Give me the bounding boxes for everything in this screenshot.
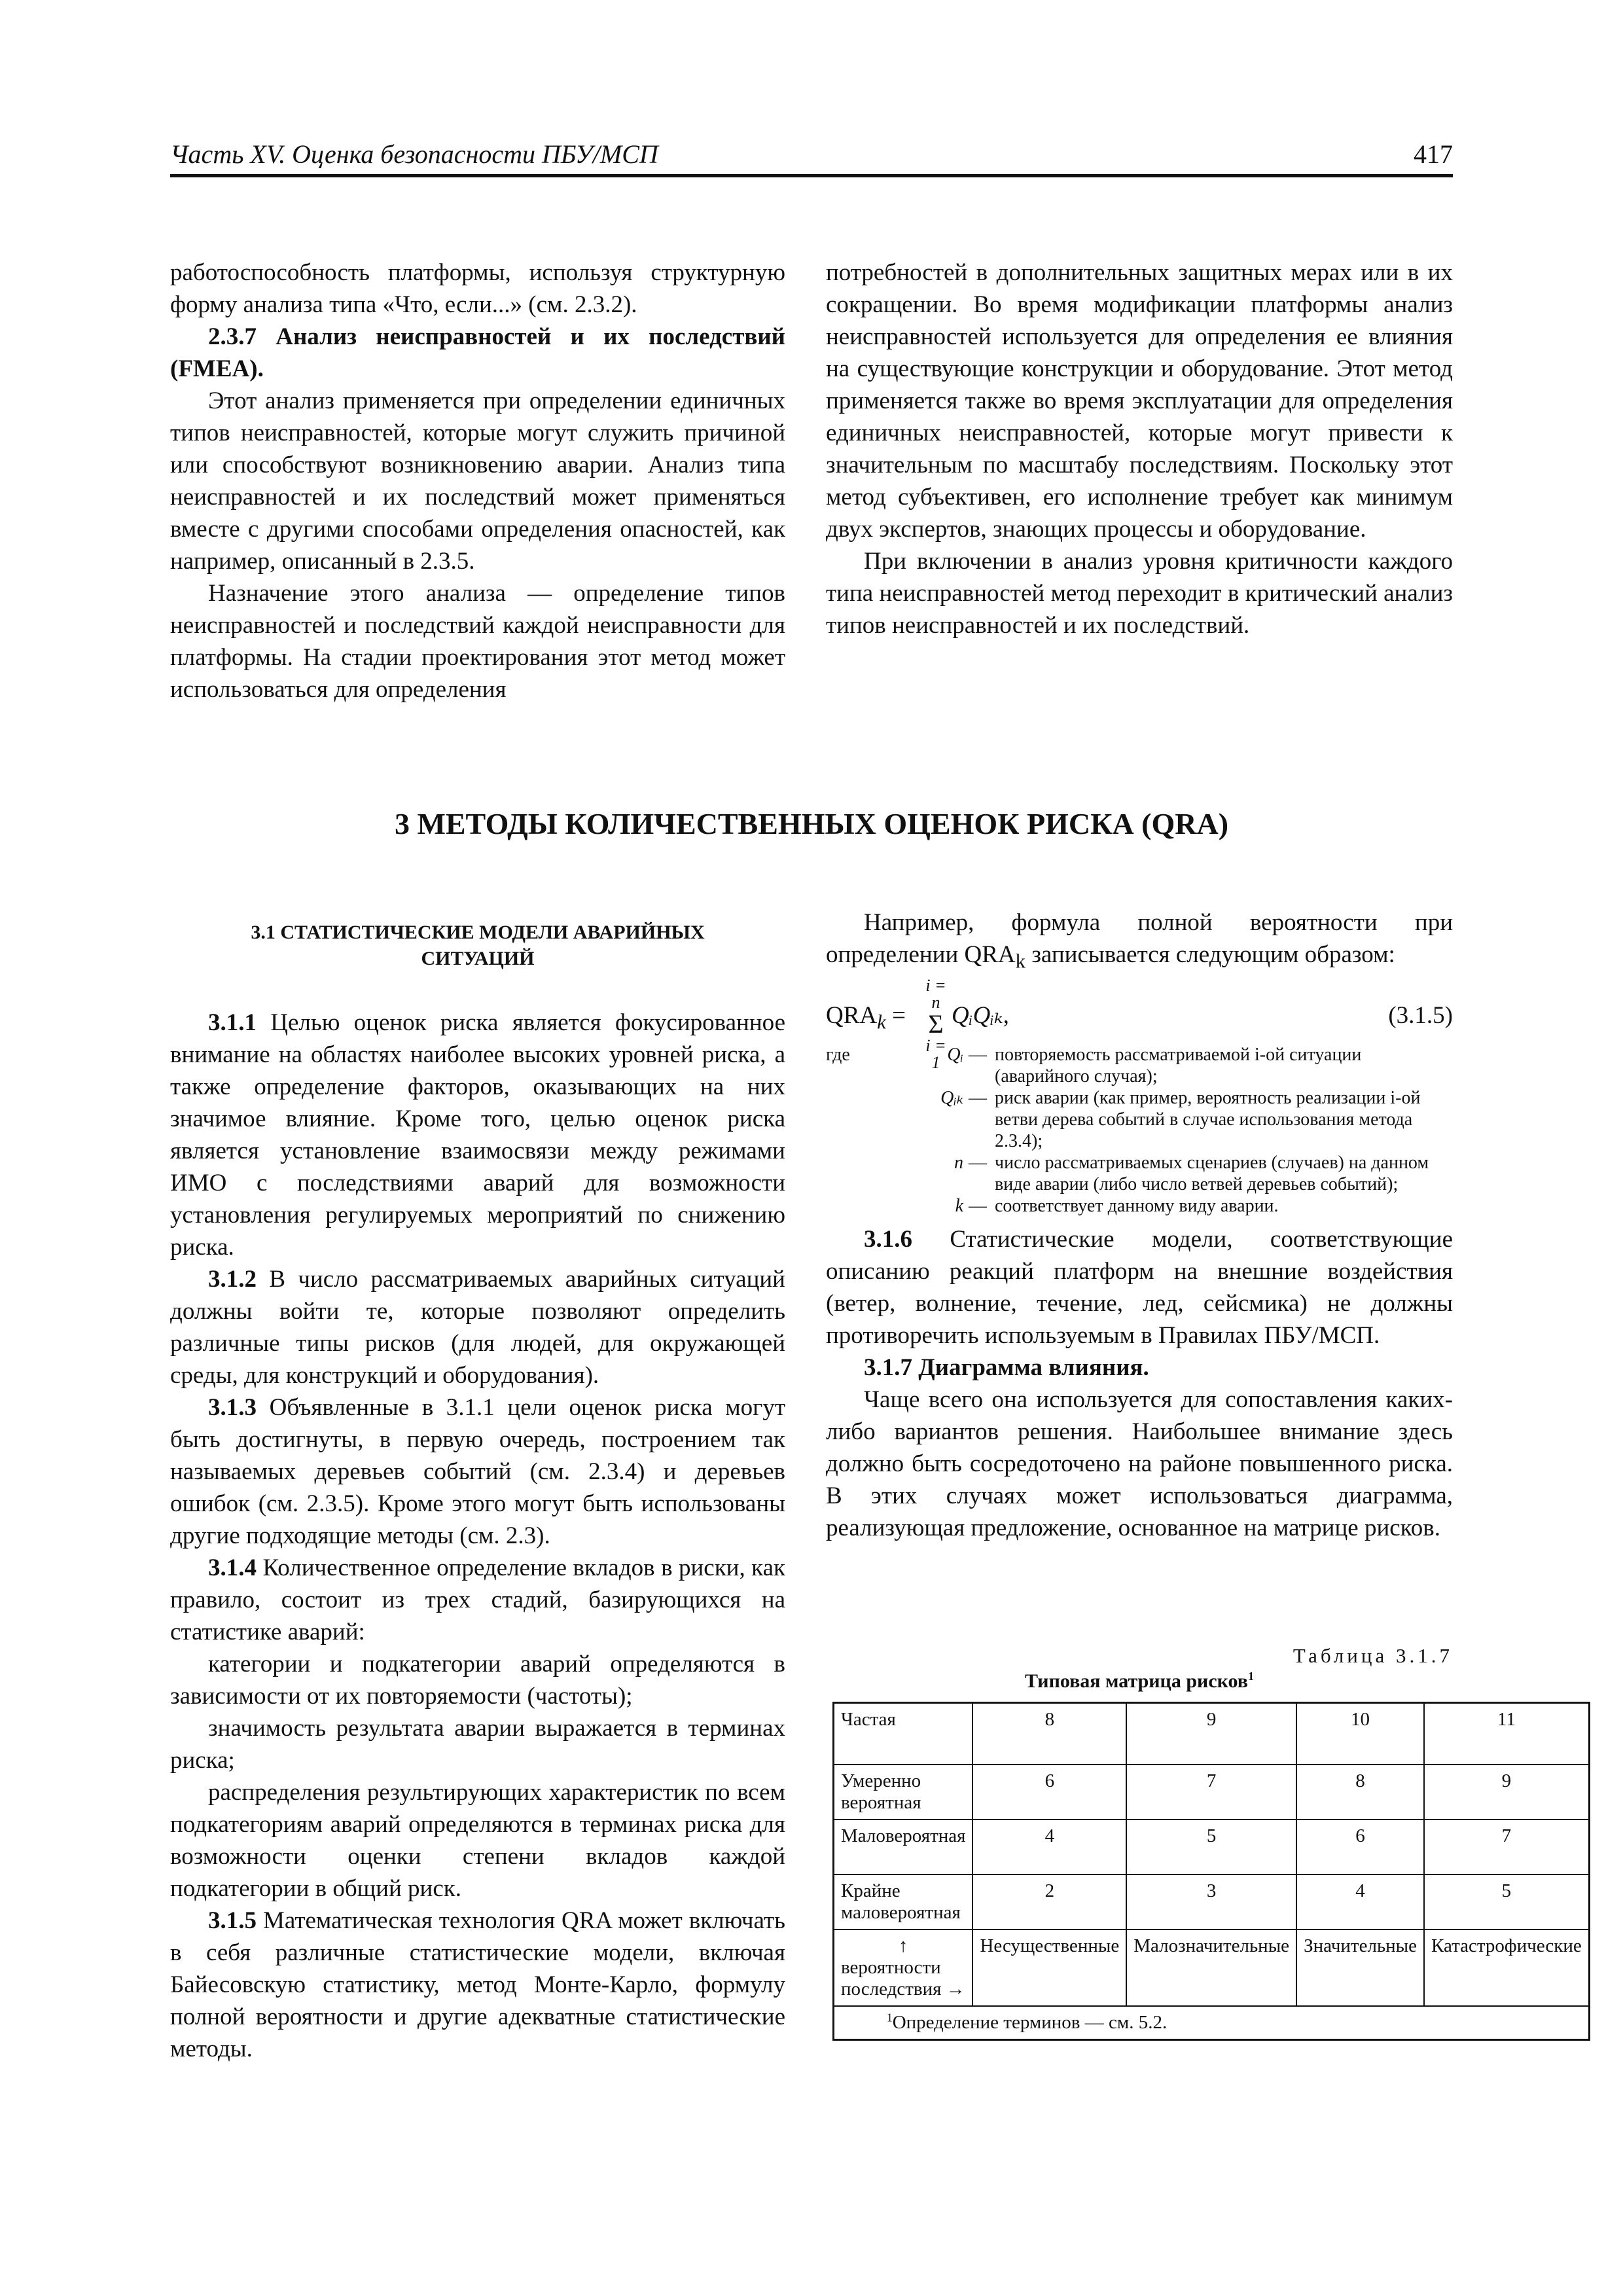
- formula-definitions: [826, 1044, 1453, 1217]
- clause-text: Целью оценок риска является фокусированное внимание на областях наиболее высоких уровней риска, а также определение факторов, оказывающих на них значимое влияние. Кроме того, целью оценок риска является установление взаимосвязи между режимами ИМО с последствиями аварий для возможности установления регулируемых мероприятий по снижению риска.: [170, 1009, 785, 1261]
- table-cell: 5: [1424, 1874, 1589, 1929]
- intro-end: записывается следующим образом:: [1026, 941, 1395, 968]
- paragraph: работоспособность платформы, используя структурную форму анализа типа «Что, если...» (см. 2.3.2).: [170, 259, 785, 318]
- definition-row: [826, 1044, 1453, 1087]
- table-caption: Таблица 3.1.7: [1293, 1644, 1453, 1667]
- paragraph: потребностей в дополнительных защитных мерах или в их сокращении. Во время модификации платформы анализ неисправностей используется для определения ее влияния на существующие конструкции и оборудование. Этот метод применяется также во время эксплуатации для определения единичных неисправностей, которые могут привести к значительным по масштабу последствиям. Поскольку этот метод субъективен, его исполнение требует как минимум двух экспертов, знающих процессы и оборудование.: [826, 259, 1453, 543]
- clause-text: Объявленные в 3.1.1 цели оценок риска могут быть достигнуты, в первую очередь, построением так называемых деревьев событий (см. 2.3.4) и деревьев ошибок (см. 2.3.5). Кроме этого могут быть использованы другие подходящие методы (см. 2.3).: [170, 1394, 785, 1549]
- section-title: 3 МЕТОДЫ КОЛИЧЕСТВЕННЫХ ОЦЕНОК РИСКА (QRA): [394, 807, 1229, 840]
- footnote-marker: 1: [1247, 1670, 1254, 1683]
- definition-text: соответствует данному виду аварии.: [995, 1196, 1279, 1217]
- paragraph: Этот анализ применяется при определении единичных типов неисправностей, которые могут служить причиной или способствуют возникновению аварии. Анализ типа неисправностей и их последствий может применяться вместе с другими способами определения опасностей, как например, описанный в 2.3.5.: [170, 387, 785, 575]
- definition-dash: —: [969, 1196, 987, 1217]
- paragraph-3-1-5: [170, 1905, 785, 2065]
- spacer: [826, 1152, 885, 1195]
- subsection-title: 3.1 СТАТИСТИЧЕСКИЕ МОДЕЛИ АВАРИЙНЫХ СИТУАЦИЙ: [251, 922, 705, 969]
- consequence-header: Значительные: [1296, 1929, 1424, 2006]
- table-footnote: [834, 2006, 1590, 2040]
- paragraph: При включении в анализ уровня критичности каждого типа неисправностей метод переходит в критический анализ типов неисправностей и их последствий.: [826, 548, 1453, 639]
- definition-symbol: Qᵢ: [947, 1045, 963, 1066]
- paragraph-3-1-6: [826, 1223, 1453, 1352]
- sum-lower-limit: i = 1: [925, 1036, 946, 1073]
- table-row: [834, 1820, 1590, 1874]
- formula-lhs-sub: k: [877, 1011, 886, 1033]
- definition-text: риск аварии (как пример, вероятность реализации i-ой ветви дерева событий в случае использования метода 2.3.4);: [995, 1088, 1421, 1152]
- definition-dash: —: [969, 1153, 987, 1174]
- table-row: [834, 1765, 1590, 1820]
- spacer: [826, 1195, 885, 1217]
- consequence-header: Катастрофические: [1424, 1929, 1589, 2006]
- definition-text: повторяемость рассматриваемой i-ой ситуации (аварийного случая);: [995, 1045, 1362, 1087]
- list-item: распределения результирующих характеристик по всем подкатегориям аварий определяются в терминах риска для возможности оценки степени вкладов каждой подкатегории в общий риск.: [170, 1779, 785, 1902]
- table-cell: 8: [1296, 1765, 1424, 1820]
- table-cell: 7: [1126, 1765, 1296, 1820]
- row-label: Частая: [834, 1703, 973, 1765]
- risk-matrix-table: [832, 1702, 1590, 2041]
- clause-number: 3.1.2: [208, 1266, 257, 1293]
- table-cell: 8: [972, 1703, 1126, 1765]
- table-cell: 6: [972, 1765, 1126, 1820]
- table-cell: 2: [972, 1874, 1126, 1929]
- definition-row: [826, 1087, 1453, 1152]
- list-item: категории и подкатегории аварий определяются в зависимости от их повторяемости (частоты);: [170, 1651, 785, 1710]
- formula-intro: [826, 906, 1453, 977]
- table-cell: 10: [1296, 1703, 1424, 1765]
- consequence-header: Несущественные: [972, 1929, 1126, 2006]
- equation-number: (3.1.5): [1388, 1002, 1453, 1030]
- heading-3-1-7: 3.1.7 Диаграмма влияния.: [864, 1354, 1149, 1382]
- consequence-header: Малозначительные: [1126, 1929, 1296, 2006]
- footnote-text: Определение терминов — см. 5.2.: [892, 2012, 1168, 2033]
- clause-number: 3.1.1: [208, 1009, 257, 1036]
- axis-label-cell: [834, 1929, 973, 2006]
- paragraph-3-1-3: [170, 1391, 785, 1552]
- clause-number: 3.1.3: [208, 1394, 257, 1421]
- sum-upper-limit: i = n: [925, 976, 946, 1013]
- clause-text: Количественное определение вкладов в риски, как правило, состоит из трех стадий, базирующихся на статистике аварий:: [170, 1554, 785, 1645]
- axis-label: вероятности последствия →: [841, 1957, 965, 2000]
- header-rule: [170, 174, 1453, 177]
- bottom-right-column: [826, 906, 1453, 1544]
- table-cell: 4: [972, 1820, 1126, 1874]
- row-label: Умеренно вероятная: [834, 1765, 973, 1820]
- top-left-column: [170, 257, 785, 706]
- table-title: [826, 1670, 1453, 1693]
- table-row: [834, 1929, 1590, 2006]
- page-number: 417: [1414, 139, 1453, 169]
- table-row: [834, 1703, 1590, 1765]
- sum-operator: [923, 977, 949, 1071]
- paragraph: Чаще всего она используется для сопоставления каких-либо вариантов решения. Наибольшее внимание здесь должно быть сосредоточено на районе повышенного риска. В этих случаях может использоваться диаграмма, реализующая предложение, основанное на матрице рисков.: [826, 1386, 1453, 1542]
- top-right-column: [826, 257, 1453, 641]
- table-footnote-row: [834, 2006, 1590, 2040]
- page-header: [170, 139, 1453, 178]
- bottom-left-column: [170, 1007, 785, 2065]
- table-cell: 4: [1296, 1874, 1424, 1929]
- formula-lhs: [826, 999, 906, 1038]
- formula-lhs-text: QRA: [826, 1002, 878, 1030]
- clause-number: 3.1.5: [208, 1907, 257, 1934]
- arrow-up-icon: ↑: [898, 1935, 908, 1956]
- definition-row: [826, 1195, 1453, 1217]
- table-cell: 6: [1296, 1820, 1424, 1874]
- table-cell: 11: [1424, 1703, 1589, 1765]
- running-title: Часть XV. Оценка безопасности ПБУ/МСП: [170, 139, 658, 169]
- paragraph: Назначение этого анализа — определение типов неисправностей и последствий каждой неисправности для платформы. На стадии проектирования этот метод может использоваться для определения: [170, 580, 785, 703]
- definition-symbol: Qᵢₖ: [940, 1088, 963, 1109]
- table-cell: 5: [1126, 1820, 1296, 1874]
- clause-text: Статистические модели, соответствующие описанию реакций платформ на внешние воздействия (ветер, волнение, течение, лед, сейсмика) не должны противоречить используемым в Правилах ПБУ/МСП.: [826, 1226, 1453, 1350]
- table-cell: 9: [1424, 1765, 1589, 1820]
- spacer: [826, 1087, 885, 1152]
- paragraph-3-1-2: [170, 1263, 785, 1391]
- definition-dash: —: [969, 1045, 987, 1066]
- definition-row: [826, 1152, 1453, 1195]
- where-label: где: [826, 1045, 850, 1066]
- table-title-text: Типовая матрица рисков: [1025, 1670, 1248, 1692]
- definition-symbol: n: [954, 1153, 963, 1174]
- clause-number: 3.1.4: [208, 1554, 257, 1581]
- table-cell: 3: [1126, 1874, 1296, 1929]
- formula-body: QᵢQᵢₖ,: [952, 1002, 1009, 1030]
- formula-eq: =: [885, 1002, 906, 1030]
- paragraph-3-1-1: [170, 1007, 785, 1263]
- row-label: Маловероятная: [834, 1820, 973, 1874]
- footnote-marker: 1: [887, 2011, 893, 2024]
- definition-symbol: k: [955, 1196, 963, 1217]
- sum-sign: Σ: [928, 1009, 944, 1039]
- intro-text: Например, формула полной вероятности при определении QRA: [826, 909, 1453, 968]
- definition-text: число рассматриваемых сценариев (случаев) на данном виде аварии (либо число ветвей деревьев событий);: [995, 1153, 1429, 1195]
- list-item: значимость результата аварии выражается в терминах риска;: [170, 1715, 785, 1774]
- clause-text: В число рассматриваемых аварийных ситуаций должны войти те, которые позволяют определить различные типы рисков (для людей, для окружающей среды, для конструкций и оборудования).: [170, 1266, 785, 1389]
- table-row: [834, 1874, 1590, 1929]
- clause-number: 3.1.6: [864, 1226, 912, 1253]
- paragraph-3-1-4: [170, 1552, 785, 1648]
- table-cell: 7: [1424, 1820, 1589, 1874]
- heading-2-3-7: 2.3.7 Анализ неисправностей и их последствий (FMEA).: [170, 323, 785, 382]
- table-cell: 9: [1126, 1703, 1296, 1765]
- definition-dash: —: [969, 1088, 987, 1109]
- clause-text: Математическая технология QRA может включать в себя различные статистические модели, включая Байесовскую статистику, метод Монте-Карло, формулу полной вероятности и другие адекватные статистические методы.: [170, 1907, 785, 2062]
- row-label: Крайне маловероятная: [834, 1874, 973, 1929]
- intro-sub: k: [1015, 950, 1026, 973]
